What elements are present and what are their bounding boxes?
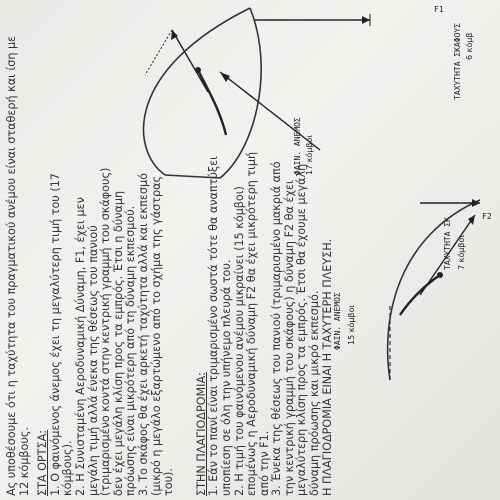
orsa-line: 1. Ο φαινόμενος άνεμος έχει τη μεγαλύτερη τιμή του (17 [48, 173, 62, 496]
orsa-line: 2. Η Συνισταμένη Αεροδυναμική Δύναμη, F1, έχει μεν [73, 197, 87, 496]
plagio-line: δύναμη πρόωσης και μικρό εκπεσμό. [308, 290, 322, 496]
orsa-line: πρόωσης είναι μικρότερη από τη δύναμη εκπεσμού. [124, 205, 138, 496]
plagio-line: από την F1. [257, 430, 271, 496]
apparent-wind-label: ΦΑΙΝ. ΑΝΕΜΟΣ [293, 117, 302, 175]
intro-line: 12 κόμβους. [17, 427, 31, 496]
plagio-line: Η ΠΛΑΓΙΟΔΡΟΜΙΑ ΕΙΝΑΙ Η ΤΑΧΥΤΕΡΗ ΠΛΕΥΣΗ. [320, 238, 334, 496]
beam-reach-diagram [330, 195, 500, 385]
apparent-wind-value: 15 κόμβοι [347, 304, 356, 345]
section-heading-plagiodromia: ΣΤΗΝ ΠΛΑΓΙΟΔΡΟΜΙΑ: [194, 372, 208, 496]
boat-speed-value: 7 κόμβοι [457, 234, 466, 270]
plagio-line: επομένως η Αεροδυναμική δύναμη F2 θα έχει μικρότερη τιμή [245, 151, 259, 496]
orsa-line: δεν έχει μεγάλη κλίση προς τα εμπρός. Έτσι η δύναμη [111, 190, 125, 496]
boat-speed-value: 6 κόμβ [465, 32, 474, 60]
force-arrow-f1 [172, 30, 208, 92]
intro-line: Ας υποθέσουμε ότι η ταχύτητα του πραγματικού ανέμου είναι σταθερή και ίση με [5, 35, 18, 496]
plagio-line: 3. Ένεκα της θέσεως του πανιού (τριμαρισμένο μακριά από [270, 161, 284, 496]
section-heading-orsa: ΣΤΑ ΟΡΤΣΑ: [36, 430, 50, 496]
force-label-f2: F2 [482, 212, 492, 221]
force-label-f1: F1 [434, 5, 444, 14]
plagio-line: 2. Η τιμή του φαινόμενου ανέμου μικραίνει (15 κόμβοι) [232, 186, 246, 496]
orsa-line: του). [162, 468, 176, 496]
close-hauled-diagram [70, 0, 500, 185]
sail-curve [198, 70, 226, 135]
orsa-line: (τριμαρισμένο κοντά στην κεντρική γραμμή του σκάφους) [99, 167, 113, 496]
orsa-line: κόμβους). [61, 440, 75, 496]
hull-outline [144, 8, 250, 175]
boat-speed-label: ΤΑΧΥΤΗΤΑ ΣΚ [443, 217, 452, 270]
plagio-line: υποπίεση σε όλη την υπήνεμο πλευρά του. [219, 259, 233, 496]
plagio-line: την κεντρική γραμμή του σκάφους) η δύναμη F2 θα έχει [282, 180, 296, 496]
orsa-line: μεγάλη τιμή αλλά ένεκα της θέσεως του πανιού [86, 225, 100, 496]
orsa-line: 3. Το σκάφος θα έχει αρκετή ταχύτητα αλλά και εκπεσμό [136, 173, 150, 496]
apparent-wind-label: ΦΑΙΝ. ΑΝΕΜΟΣ [333, 292, 342, 350]
orsa-line: (μικρό η μεγάλο εξαρτώμενο από το σχήμα της γάστρας [149, 175, 163, 496]
boat-speed-label: ΤΑΧΥΤΗΤΑ ΣΚΑΦΟΥΣ [453, 22, 462, 100]
plagio-line: μεγαλύτερη κλίση προς τα εμπρός. Έτσι θα έχουμε μεγάλη [295, 163, 309, 496]
apparent-wind-value: 17 κόμβοι [305, 134, 314, 175]
plagio-line: 1. Εάν το πανί είναι τριμαρισμένο σωστά τότε θα αναπτύξει [207, 156, 221, 496]
